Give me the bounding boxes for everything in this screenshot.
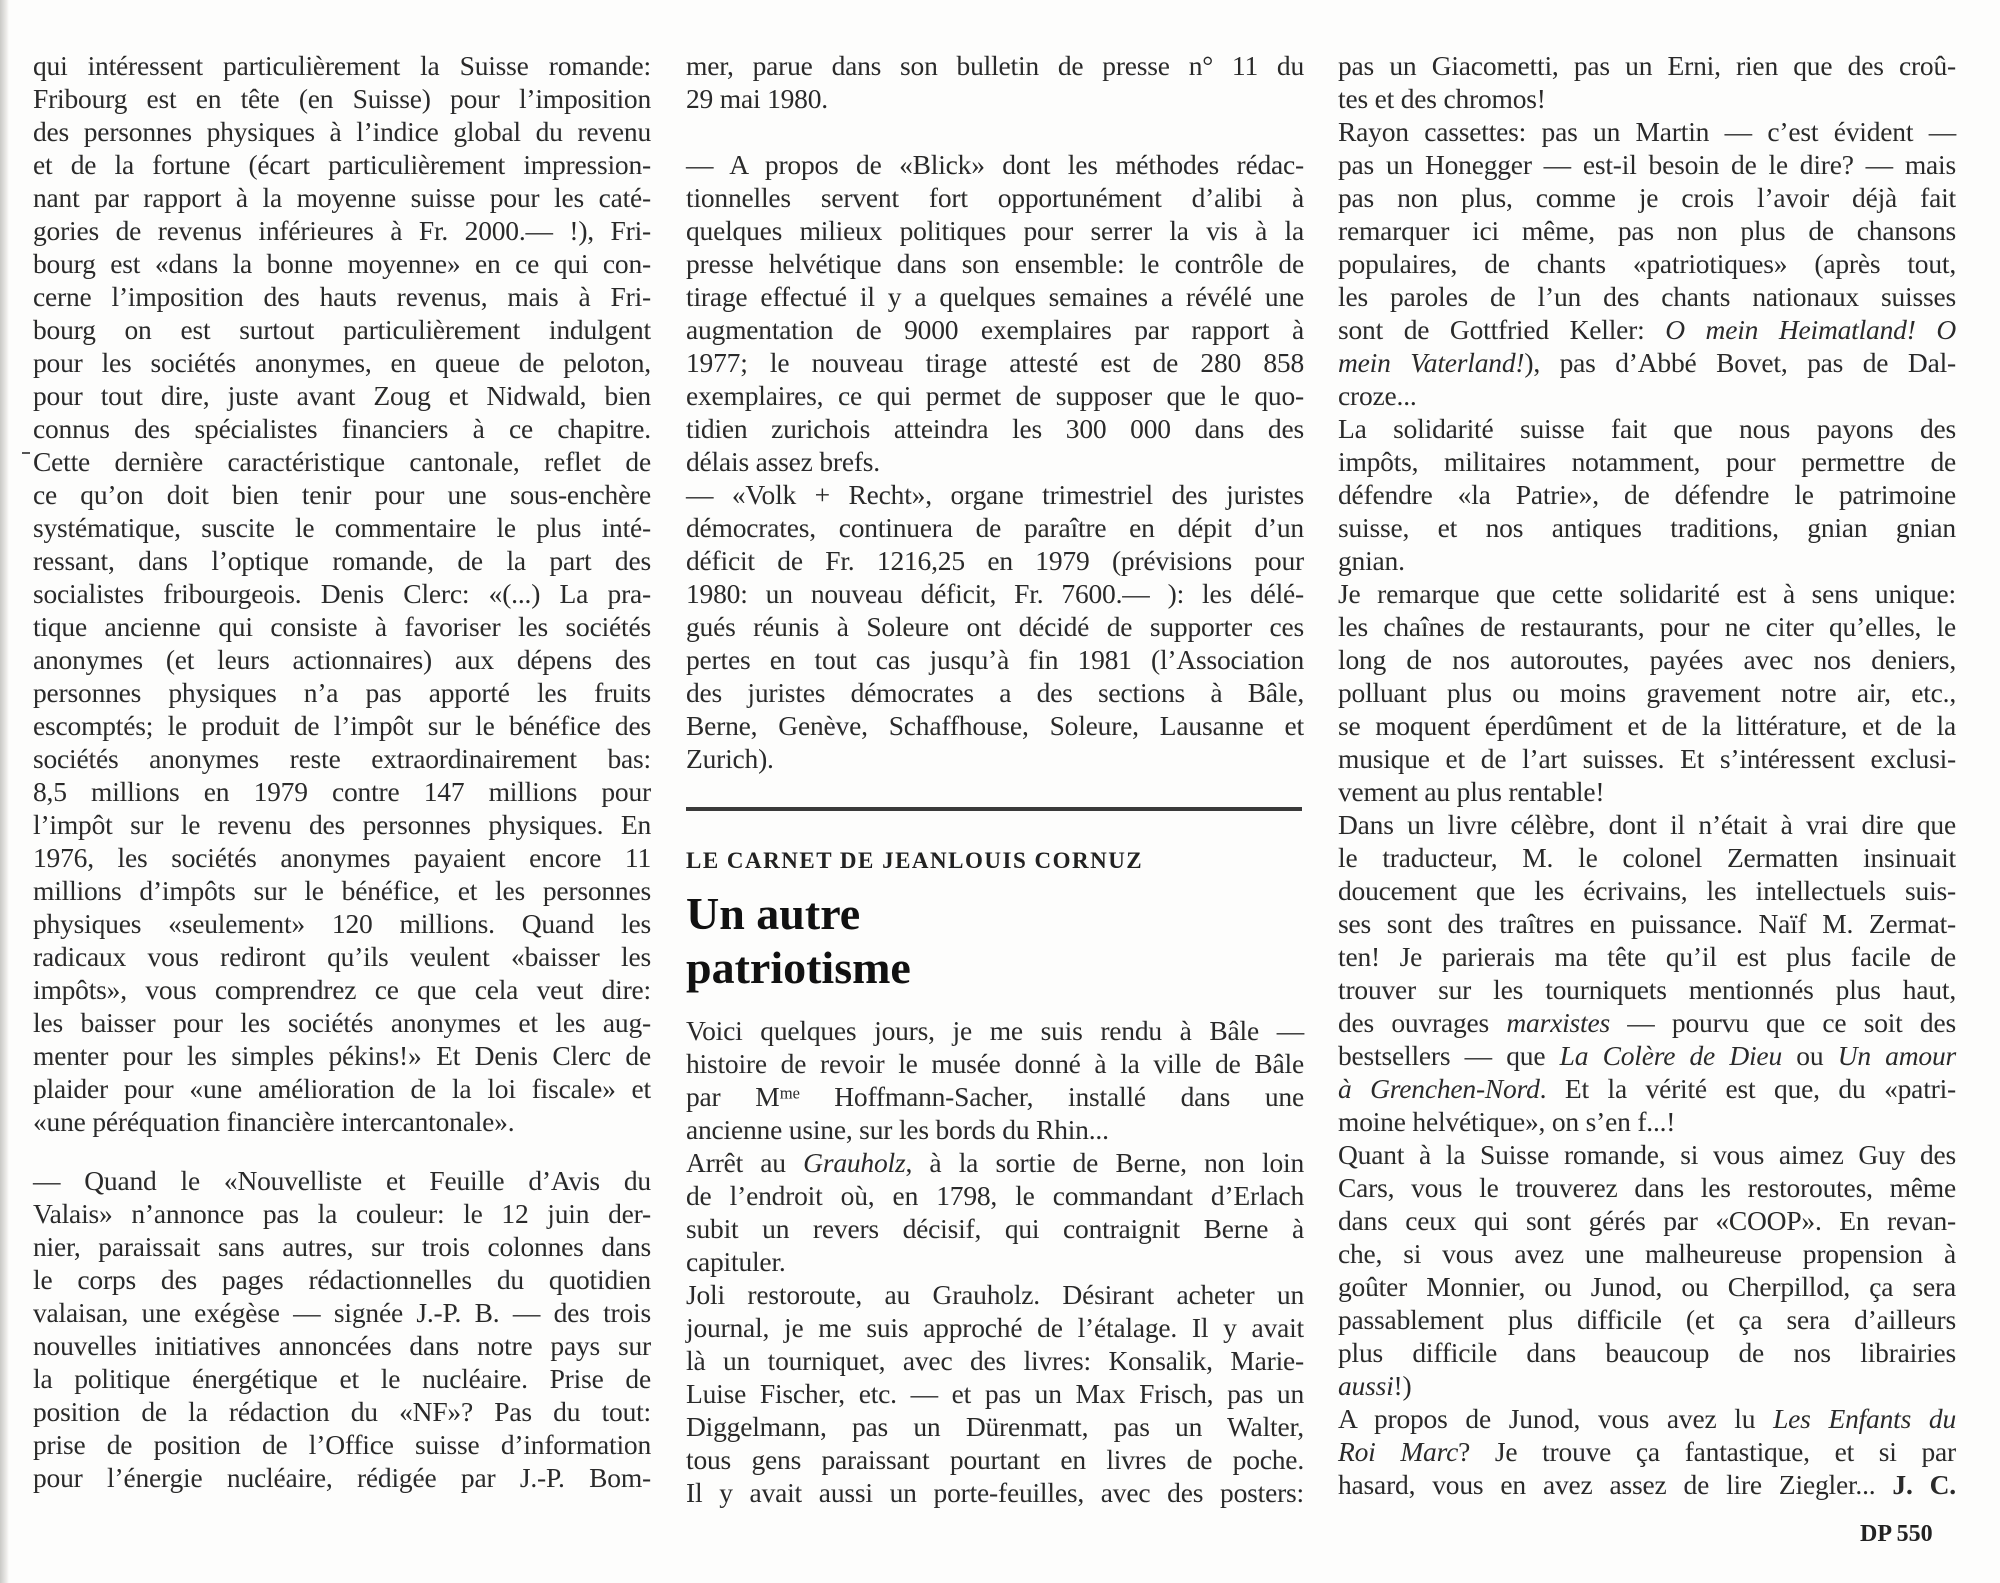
text-line (1338, 148, 1956, 181)
text-line (1338, 973, 1956, 1006)
text-segment: le traducteur, M. le colonel Zermatten insinuait (1338, 842, 1956, 873)
text-segment: tique ancienne qui consiste à favoriser les sociétés (33, 611, 651, 642)
text-line (686, 1443, 1304, 1476)
text-line (686, 742, 1304, 775)
text-line (1338, 280, 1956, 313)
text-segment: populaires, de chants «patriotiques» (après tout, (1338, 248, 1956, 279)
text-segment: A propos de Junod, vous avez lu (1338, 1403, 1774, 1434)
text-segment: nouvelles initiatives annoncées dans notre pays sur (33, 1330, 651, 1361)
text-line (1338, 1204, 1956, 1237)
text-segment: les paroles de l’un des chants nationaux suisses (1338, 281, 1956, 312)
text-segment: Rayon cassettes: pas un Martin — c’est évident — (1338, 116, 1956, 147)
text-segment: anonymes (et leurs actionnaires) aux dépens des (33, 644, 651, 675)
text-segment: — A propos de «Blick» dont les méthodes rédac- (686, 149, 1304, 180)
text-line (686, 214, 1304, 247)
text-line (686, 1311, 1304, 1344)
text-segment: déficit de Fr. 1216,25 en 1979 (prévisions pour (686, 545, 1304, 576)
text-segment: ou (1782, 1040, 1838, 1071)
text-segment: Il y avait aussi un porte-feuilles, avec des posters: (686, 1477, 1304, 1508)
text-line (686, 511, 1304, 544)
text-segment: Luise Fischer, etc. — et pas un Max Frisch, pas un (686, 1378, 1304, 1409)
text-segment: Je remarque que cette solidarité est à sens unique: (1338, 578, 1956, 609)
text-line (33, 874, 651, 907)
text-line (33, 379, 651, 412)
text-segment: impôts», vous comprendrez ce que cela veut dire: (33, 974, 651, 1005)
text-line (33, 412, 651, 445)
text-line (33, 808, 651, 841)
text-segment: dans ceux qui sont gérés par «COOP». En revan- (1338, 1205, 1956, 1236)
text-segment: cerne l’imposition des hauts revenus, mais à Fri- (33, 281, 651, 312)
text-line (1338, 643, 1956, 676)
text-line (1338, 1138, 1956, 1171)
text-segment: sont de Gottfried Keller: (1338, 314, 1666, 345)
text-segment: sociétés anonymes reste extraordinairement bas: (33, 743, 651, 774)
text-line (33, 907, 651, 940)
text-line (33, 445, 651, 478)
text-line (686, 148, 1304, 181)
text-line (686, 478, 1304, 511)
text-segment: Valais» n’annonce pas la couleur: le 12 juin der- (33, 1198, 651, 1229)
text-line (686, 676, 1304, 709)
text-segment: gories de revenus inférieures à Fr. 2000.— !), Fri- (33, 215, 651, 246)
text-segment: tes et des chromos! (1338, 83, 1546, 114)
text-segment: prise de position de l’Office suisse d’information (33, 1429, 651, 1460)
text-segment: presse helvétique dans son ensemble: le contrôle de (686, 248, 1304, 279)
text-line (686, 709, 1304, 742)
text-segment: croze... (1338, 380, 1417, 411)
text-segment: Zurich). (686, 743, 774, 774)
text-line (1338, 313, 1956, 346)
text-line (1338, 544, 1956, 577)
text-segment: . Et la vérité est que, du «patri- (1539, 1073, 1956, 1104)
text-line (1338, 709, 1956, 742)
text-line (33, 214, 651, 247)
text-line (1338, 874, 1956, 907)
text-line (33, 511, 651, 544)
text-segment: plaider pour «une amélioration de la loi fiscale» et (33, 1073, 651, 1104)
text-segment: ? Je trouve ça fantastique, et si par (1458, 1436, 1956, 1467)
italic-text: Roi Marc (1338, 1436, 1459, 1467)
text-segment: ), pas d’Abbé Bovet, pas de Dal- (1524, 347, 1956, 378)
text-segment: plus difficile dans beaucoup de nos librairies (1338, 1337, 1956, 1368)
text-segment: nier, paraissait sans autres, sur trois colonnes dans (33, 1231, 651, 1262)
text-line (686, 445, 1304, 478)
text-segment: musique et de l’art suisses. Et s’intéressent exclusi- (1338, 743, 1956, 774)
text-line (33, 1105, 651, 1138)
text-line (1338, 247, 1956, 280)
text-line (686, 1476, 1304, 1509)
section-divider (686, 807, 1302, 811)
text-segment: gnian. (1338, 545, 1405, 576)
text-line (33, 1230, 651, 1263)
text-line (686, 181, 1304, 214)
italic-text: O mein Heimatland! O (1665, 314, 1956, 345)
text-line (33, 1072, 651, 1105)
text-line (33, 1362, 651, 1395)
text-segment: Cars, vous le trouverez dans les restoroutes, même (1338, 1172, 1956, 1203)
text-segment: par Mᵐᵉ Hoffmann-Sacher, installé dans une (686, 1081, 1304, 1112)
text-line (686, 313, 1304, 346)
text-line (33, 1039, 651, 1072)
text-segment: socialistes fribourgeois. Denis Clerc: «(...) La pra- (33, 578, 651, 609)
text-line (1338, 808, 1956, 841)
text-segment: vement au plus rentable! (1338, 776, 1605, 807)
text-line (33, 1006, 651, 1039)
text-segment: pour l’énergie nucléaire, rédigée par J.-P. Bom- (33, 1462, 651, 1493)
text-segment: ce qu’on doit bien tenir pour une sous-enchère (33, 479, 651, 510)
text-line (686, 49, 1304, 82)
text-segment: connus des spécialistes financiers à ce chapitre. (33, 413, 651, 444)
text-segment: bestsellers — que (1338, 1040, 1560, 1071)
text-line (686, 1113, 1304, 1146)
text-line (1338, 214, 1956, 247)
text-line (33, 247, 651, 280)
text-line (33, 775, 651, 808)
italic-text: aussi (1338, 1370, 1394, 1401)
text-line (1338, 1336, 1956, 1369)
text-segment: le corps des pages rédactionnelles du quotidien (33, 1264, 651, 1295)
text-segment: délais assez brefs. (686, 446, 880, 477)
text-segment: Diggelmann, pas un Dürenmatt, pas un Walter, (686, 1411, 1304, 1442)
text-line (1338, 676, 1956, 709)
margin-mark (22, 452, 30, 454)
text-segment: nant par rapport à la moyenne suisse pour les caté- (33, 182, 651, 213)
text-segment: se moquent éperdûment et de la littérature, et de la (1338, 710, 1956, 741)
text-segment: ancienne usine, sur les bords du Rhin... (686, 1114, 1109, 1145)
text-line (33, 148, 651, 181)
text-segment: radicaux vous rediront qu’ils veulent «baisser les (33, 941, 651, 972)
text-segment: Fribourg est en tête (en Suisse) pour l’imposition (33, 83, 651, 114)
text-segment: des juristes démocrates a des sections à Bâle, (686, 677, 1304, 708)
text-line (686, 577, 1304, 610)
text-line (33, 1197, 651, 1230)
article-title (686, 887, 911, 995)
text-segment: systématique, suscite le commentaire le plus inté- (33, 512, 651, 543)
text-segment: , à la sortie de Berne, non loin (905, 1147, 1304, 1178)
text-segment: 1980: un nouveau déficit, Fr. 7600.— ): les délé- (686, 578, 1304, 609)
text-line (33, 841, 651, 874)
text-line (33, 1296, 651, 1329)
text-segment: pas non plus, comme je crois l’avoir déjà fait (1338, 182, 1956, 213)
text-segment: tirage effectué il y a quelques semaines a révélé une (686, 281, 1304, 312)
text-segment: La solidarité suisse fait que nous payons des (1338, 413, 1956, 444)
text-line (686, 1245, 1304, 1278)
text-line (1338, 1237, 1956, 1270)
text-segment: 1976, les sociétés anonymes payaient encore 11 (33, 842, 651, 873)
italic-text: Les Enfants du (1773, 1403, 1956, 1434)
text-line (33, 82, 651, 115)
text-line (33, 115, 651, 148)
text-line (33, 544, 651, 577)
text-segment: capituler. (686, 1246, 786, 1277)
text-segment: Voici quelques jours, je me suis rendu à Bâle — (686, 1015, 1304, 1046)
text-line (33, 643, 651, 676)
text-segment: Dans un livre célèbre, dont il n’était à vrai dire que (1338, 809, 1956, 840)
text-line (33, 1263, 651, 1296)
text-segment: millions d’impôts sur le bénéfice, et les personnes (33, 875, 651, 906)
text-segment: défendre «la Patrie», de défendre le patrimoine (1338, 479, 1956, 510)
text-line (1338, 610, 1956, 643)
text-segment: démocrates, continuera de paraître en dépit d’un (686, 512, 1304, 543)
text-segment: pertes en tout cas jusqu’à fin 1981 (l’Association (686, 644, 1304, 675)
text-line (1338, 445, 1956, 478)
text-segment: ressant, dans l’optique romande, de la part des (33, 545, 651, 576)
text-segment: les baisser pour les sociétés anonymes et les aug- (33, 1007, 651, 1038)
text-segment: doucement que les écrivains, les intellectuels suis- (1338, 875, 1956, 906)
text-segment: che, si vous avez une malheureuse propension à (1338, 1238, 1956, 1269)
text-line (1338, 511, 1956, 544)
text-line (1338, 841, 1956, 874)
text-line (1338, 1369, 1956, 1402)
text-line (1338, 907, 1956, 940)
text-line (33, 973, 651, 1006)
article-title-line-1: Un autre (686, 888, 861, 939)
page-edge-shadow (0, 0, 9, 1583)
text-line (1338, 115, 1956, 148)
text-line (686, 280, 1304, 313)
text-line (686, 1410, 1304, 1443)
text-segment: gués réunis à Soleure ont décidé de supporter ces (686, 611, 1304, 642)
text-segment: exemplaires, ce qui permet de supposer que le quo- (686, 380, 1304, 411)
text-segment: augmentation de 9000 exemplaires par rapport à (686, 314, 1304, 345)
italic-text: mein Vaterland! (1338, 347, 1525, 378)
text-line (33, 313, 651, 346)
text-line (33, 181, 651, 214)
text-line (686, 1377, 1304, 1410)
text-segment: remarquer ici même, pas non plus de chansons (1338, 215, 1956, 246)
text-line (33, 1329, 651, 1362)
text-line (1338, 82, 1956, 115)
text-line (686, 346, 1304, 379)
article-title-line-2: patriotisme (686, 942, 911, 993)
text-segment: ten! Je parierais ma tête qu’il est plus facile de (1338, 941, 1956, 972)
text-line (686, 1014, 1304, 1047)
text-line (1338, 1468, 1956, 1501)
text-line (686, 412, 1304, 445)
text-segment: Arrêt au (686, 1147, 804, 1178)
text-segment: Berne, Genève, Schaffhouse, Soleure, Lausanne et (686, 710, 1304, 741)
text-segment: des personnes physiques à l’indice global du revenu (33, 116, 651, 147)
text-segment: quelques milieux politiques pour serrer la vis à la (686, 215, 1304, 246)
text-line (686, 82, 1304, 115)
text-segment: 8,5 millions en 1979 contre 147 millions pour (33, 776, 651, 807)
text-segment: des ouvrages (1338, 1007, 1507, 1038)
text-segment: de l’endroit où, en 1798, le commandant d’Erlach (686, 1180, 1304, 1211)
text-segment: goûter Monnier, ou Junod, ou Cherpillod, ça sera (1338, 1271, 1956, 1302)
page-folio: DP 550 (1860, 1521, 1933, 1547)
text-segment: escomptés; le produit de l’impôt sur le bénéfice des (33, 710, 651, 741)
text-line (686, 1212, 1304, 1245)
text-line (33, 478, 651, 511)
text-segment: passablement plus difficile (et ça sera d’ailleurs (1338, 1304, 1956, 1335)
text-line (33, 1395, 651, 1428)
text-segment: tionnelles servent fort opportunément d’alibi à (686, 182, 1304, 213)
text-line (686, 1146, 1304, 1179)
text-segment: impôts, militaires notamment, pour permettre de (1338, 446, 1956, 477)
text-line (1338, 775, 1956, 808)
text-line (1338, 346, 1956, 379)
text-line (1338, 181, 1956, 214)
text-line (1338, 379, 1956, 412)
text-line (686, 1179, 1304, 1212)
text-segment: tidien zurichois atteindra les 300 000 dans des (686, 413, 1304, 444)
text-line (1338, 1270, 1956, 1303)
text-line (1338, 742, 1956, 775)
text-line (686, 643, 1304, 676)
text-line (1338, 1039, 1956, 1072)
text-segment: 1977; le nouveau tirage attesté est de 280 858 (686, 347, 1304, 378)
text-segment: — Quand le «Nouvelliste et Feuille d’Avis du (33, 1165, 651, 1196)
text-line (686, 1278, 1304, 1311)
text-segment: pour tout dire, juste avant Zoug et Nidwald, bien (33, 380, 651, 411)
text-segment: pas un Giacometti, pas un Erni, rien que des croû- (1338, 50, 1956, 81)
text-segment: l’impôt sur le revenu des personnes physiques. En (33, 809, 651, 840)
text-line (33, 1461, 651, 1494)
text-line (1338, 1006, 1956, 1039)
text-line (1338, 1402, 1956, 1435)
text-line (1338, 412, 1956, 445)
text-line (1338, 478, 1956, 511)
text-segment: 29 mai 1980. (686, 83, 828, 114)
text-line (33, 346, 651, 379)
text-line (1338, 1072, 1956, 1105)
text-segment: — pourvu que ce soit des (1609, 1007, 1956, 1038)
text-segment: suisse, et nos antiques traditions, gnian gnian (1338, 512, 1956, 543)
text-line (1338, 577, 1956, 610)
text-line (686, 1344, 1304, 1377)
text-segment: bourg est «dans la bonne moyenne» en ce qui con- (33, 248, 651, 279)
text-segment: et de la fortune (écart particulièrement impression- (33, 149, 651, 180)
text-segment: subit un revers décisif, qui contraignit Berne à (686, 1213, 1304, 1244)
text-segment: Cette dernière caractéristique cantonale, reflet de (33, 446, 651, 477)
text-line (33, 49, 651, 82)
text-segment: la politique énergétique et le nucléaire. Prise de (33, 1363, 651, 1394)
text-line (33, 1428, 651, 1461)
text-line (686, 247, 1304, 280)
italic-text: à Grenchen-Nord (1338, 1073, 1540, 1104)
text-segment: les chaînes de restaurants, pour ne citer qu’elles, le (1338, 611, 1956, 642)
text-segment: position de la rédaction du «NF»? Pas du tout: (33, 1396, 651, 1427)
text-line (1338, 1435, 1956, 1468)
text-segment: !) (1393, 1370, 1412, 1401)
text-line (686, 544, 1304, 577)
text-segment: Quant à la Suisse romande, si vous aimez Guy des (1338, 1139, 1956, 1170)
text-line (1338, 1105, 1956, 1138)
text-line (33, 577, 651, 610)
text-segment: trouver sur les tourniquets mentionnés plus haut, (1338, 974, 1956, 1005)
text-segment: «une péréquation financière intercantonale». (33, 1106, 515, 1137)
text-line (1338, 1303, 1956, 1336)
article-kicker: LE CARNET DE JEANLOUIS CORNUZ (686, 848, 1144, 873)
text-segment: physiques «seulement» 120 millions. Quand les (33, 908, 651, 939)
text-segment: long de nos autoroutes, payées avec nos deniers, (1338, 644, 1956, 675)
text-line (686, 379, 1304, 412)
text-segment: — «Volk + Recht», organe trimestriel des juristes (686, 479, 1304, 510)
italic-text: marxistes (1506, 1007, 1610, 1038)
text-segment: Joli restoroute, au Grauholz. Désirant acheter un (686, 1279, 1304, 1310)
text-segment: hasard, vous en avez assez de lire Ziegler... (1338, 1469, 1893, 1500)
text-line (1338, 1171, 1956, 1204)
text-line (33, 676, 651, 709)
text-segment: ses sont des traîtres en puissance. Naïf M. Zermat- (1338, 908, 1956, 939)
text-line (33, 940, 651, 973)
text-segment: histoire de revoir le musée donné à la ville de Bâle (686, 1048, 1304, 1079)
italic-text: La Colère de Dieu (1559, 1040, 1782, 1071)
text-segment: pas un Honegger — est-il besoin de le dire? — mais (1338, 149, 1956, 180)
text-segment: menter pour les simples pékins!» Et Denis Clerc de (33, 1040, 651, 1071)
author-signature: J. C. (1892, 1469, 1956, 1500)
text-line (33, 280, 651, 313)
text-line (33, 1164, 651, 1197)
text-line (686, 1047, 1304, 1080)
text-line (33, 610, 651, 643)
text-line (33, 709, 651, 742)
text-segment: tous gens paraissant pourtant en livres de poche. (686, 1444, 1304, 1475)
text-line (686, 1080, 1304, 1113)
text-line (1338, 49, 1956, 82)
text-segment: valaisan, une exégèse — signée J.-P. B. — des trois (33, 1297, 651, 1328)
text-segment: polluant plus ou moins gravement notre air, etc., (1338, 677, 1956, 708)
text-segment: bourg on est surtout particulièrement indulgent (33, 314, 651, 345)
text-segment: pour les sociétés anonymes, en queue de peloton, (33, 347, 651, 378)
text-segment: moine helvétique», on s’en f...! (1338, 1106, 1676, 1137)
text-segment: mer, parue dans son bulletin de presse n° 11 du (686, 50, 1304, 81)
text-segment: là un tourniquet, avec des livres: Konsalik, Marie- (686, 1345, 1304, 1376)
italic-text: Grauholz (803, 1147, 906, 1178)
text-line (1338, 940, 1956, 973)
text-line (33, 742, 651, 775)
text-line (686, 610, 1304, 643)
text-segment: qui intéressent particulièrement la Suisse romande: (33, 50, 651, 81)
text-segment: personnes physiques n’a pas apporté les fruits (33, 677, 651, 708)
text-segment: journal, je me suis approché de l’étalage. Il y avait (686, 1312, 1304, 1343)
italic-text: Un amour (1837, 1040, 1956, 1071)
